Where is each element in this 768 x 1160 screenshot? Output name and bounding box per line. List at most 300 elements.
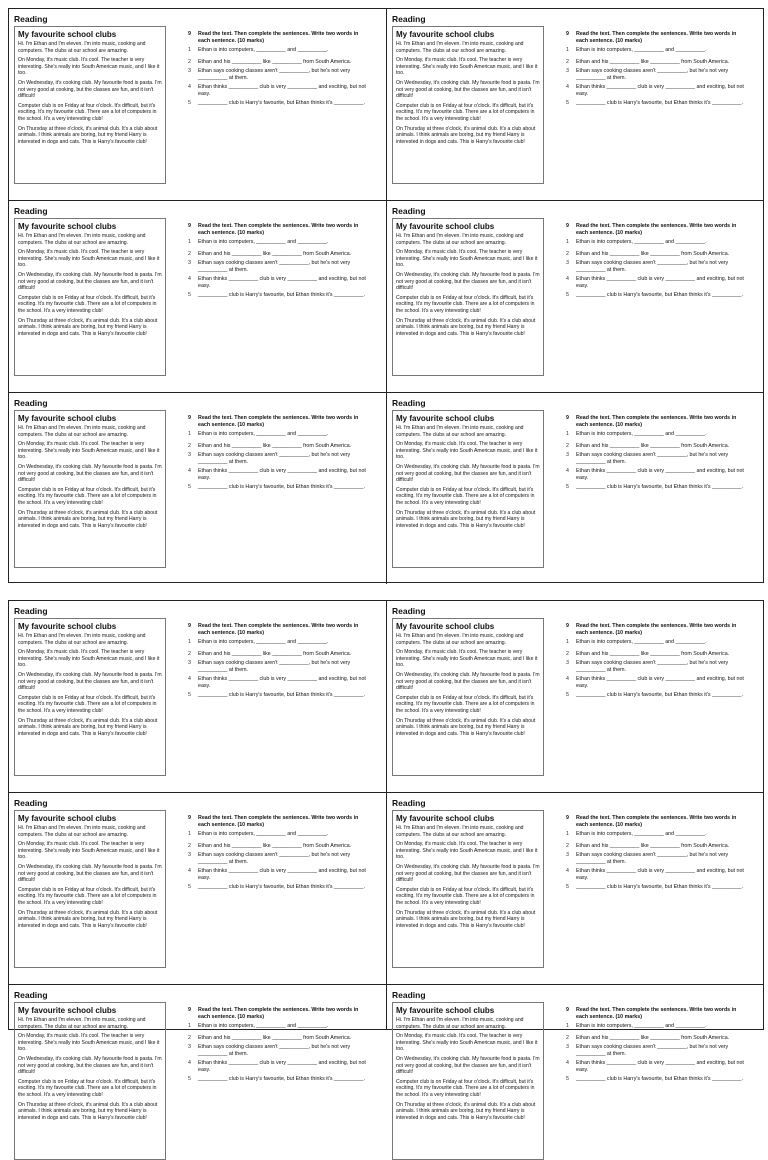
question-text: __________ club is Harry's favourite, but Ethan thinks it's __________.	[576, 884, 743, 891]
question-number: 3	[188, 260, 191, 267]
section-label: Reading	[392, 798, 426, 808]
question-number: 4	[566, 276, 569, 283]
reading-title: My favourite school clubs	[396, 30, 495, 39]
worksheet-row	[9, 984, 763, 1121]
question-number: 1	[188, 47, 191, 54]
section-label: Reading	[392, 606, 426, 616]
reading-paragraph: Hi. I'm Ethan and I'm eleven. I'm into music, cooking and computers. The clubs at our school are amazing.	[396, 233, 524, 246]
question-item	[188, 1023, 366, 1030]
worksheet-row	[9, 200, 763, 392]
reading-paragraph: On Thursday at three o'clock, it's animal club. It's a club about animals. I think animals are boring, but my friend Harry is interested in dogs and cats. This is Harry's favourite club!	[396, 1101, 536, 1121]
question-item	[566, 239, 744, 246]
reading-paragraph: On Wednesday, it's cooking club. My favourite food is pasta. I'm not very good at cooking, but the classes are fun, and it isn't difficult!	[396, 671, 540, 692]
question-item	[188, 1060, 366, 1073]
question-item	[188, 852, 366, 865]
question-number: 3	[566, 260, 569, 267]
question-text: Ethan thinks __________ club is very __________ and exciting, but not easy.	[198, 868, 366, 881]
question-number: 4	[566, 676, 569, 683]
question-text: Ethan says cooking classes aren't __________, but he's not very __________ at them.	[198, 68, 351, 81]
worksheet-cell	[9, 201, 386, 392]
question-text: __________ club is Harry's favourite, but Ethan thinks it's __________.	[198, 884, 365, 891]
reading-paragraph: On Wednesday, it's cooking club. My favourite food is pasta. I'm not very good at cooking, but the classes are fun, and it isn't difficult!	[18, 463, 162, 484]
question-number: 5	[566, 100, 569, 107]
reading-paragraph: On Monday, it's music club. It's cool. The teacher is very interesting. She's really into South American music, and I like it too.	[18, 441, 160, 461]
question-number: 1	[188, 831, 191, 838]
question-text: Ethan thinks __________ club is very __________ and exciting, but not easy.	[576, 676, 744, 689]
reading-title: My favourite school clubs	[18, 814, 117, 823]
exercise-header	[566, 815, 744, 828]
worksheet-sheet	[8, 600, 764, 1121]
question-item	[566, 1076, 744, 1083]
exercise-number: 9	[566, 223, 569, 229]
question-item	[188, 660, 366, 673]
cell-body	[392, 810, 758, 968]
cell-body	[392, 1002, 758, 1160]
question-item	[566, 431, 744, 438]
worksheet-cell	[9, 985, 386, 1121]
question-number: 5	[188, 692, 191, 699]
question-text: Ethan and his __________ like __________ from South America.	[576, 250, 730, 257]
question-number: 3	[188, 852, 191, 859]
reading-paragraph: On Thursday at three o'clock, it's animal club. It's a club about animals. I think animals are boring, but my friend Harry is interested in dogs and cats. This is Harry's favourite club!	[18, 509, 158, 529]
question-item	[188, 1076, 366, 1083]
question-number: 2	[188, 842, 191, 849]
reading-paragraph: Hi. I'm Ethan and I'm eleven. I'm into music, cooking and computers. The clubs at our school are amazing.	[18, 233, 146, 246]
cell-body	[14, 410, 381, 568]
section-label: Reading	[14, 990, 48, 1000]
reading-paragraph: Hi. I'm Ethan and I'm eleven. I'm into music, cooking and computers. The clubs at our school are amazing.	[396, 633, 524, 646]
exercise-block	[188, 218, 366, 376]
reading-paragraph: On Thursday at three o'clock, it's animal club. It's a club about animals. I think animals are boring, but my friend Harry is interested in dogs and cats. This is Harry's favourite club!	[18, 317, 158, 337]
question-number: 2	[566, 250, 569, 257]
question-text: Ethan thinks __________ club is very __________ and exciting, but not easy.	[576, 468, 744, 481]
worksheet-row	[9, 9, 763, 200]
question-number: 5	[188, 292, 191, 299]
question-item	[566, 884, 744, 891]
worksheet-row	[9, 601, 763, 792]
reading-paragraph: Computer club is on Friday at four o'clock. It's difficult, but it's exciting. It's my favourite club. There are a lot of computers in the school. It's a very interesting club!	[18, 1078, 157, 1098]
question-item	[188, 884, 366, 891]
question-item	[566, 651, 744, 658]
question-text: Ethan thinks __________ club is very __________ and exciting, but not easy.	[576, 276, 744, 289]
reading-paragraph: On Thursday at three o'clock, it's animal club. It's a club about animals. I think animals are boring, but my friend Harry is interested in dogs and cats. This is Harry's favourite club!	[396, 717, 536, 737]
question-number: 1	[188, 239, 191, 246]
question-text: Ethan is into computers, __________ and __________.	[198, 1023, 329, 1030]
reading-paragraph: Computer club is on Friday at four o'clock. It's difficult, but it's exciting. It's my favourite club. There are a lot of computers in the school. It's a very interesting club!	[18, 102, 157, 122]
exercise-header	[188, 31, 366, 44]
reading-paragraph: On Wednesday, it's cooking club. My favourite food is pasta. I'm not very good at cooking, but the classes are fun, and it isn't difficult!	[18, 863, 162, 884]
worksheet-cell	[386, 985, 763, 1121]
exercise-number: 9	[188, 815, 191, 821]
worksheet-cell	[386, 601, 763, 792]
question-item	[188, 292, 366, 299]
question-item	[566, 276, 744, 289]
question-number: 5	[566, 692, 569, 699]
question-item	[566, 468, 744, 481]
reading-paragraph: On Wednesday, it's cooking club. My favourite food is pasta. I'm not very good at cooking, but the classes are fun, and it isn't difficult!	[396, 863, 540, 884]
reading-paragraph: On Monday, it's music club. It's cool. The teacher is very interesting. She's really into South American music, and I like it too.	[18, 57, 160, 77]
reading-paragraph: Hi. I'm Ethan and I'm eleven. I'm into music, cooking and computers. The clubs at our school are amazing.	[18, 1017, 146, 1030]
question-text: __________ club is Harry's favourite, but Ethan thinks it's __________.	[576, 692, 743, 699]
exercise-header	[188, 815, 366, 828]
question-text: Ethan is into computers, __________ and __________.	[198, 239, 329, 246]
question-text: Ethan is into computers, __________ and __________.	[576, 831, 707, 838]
question-number: 5	[566, 292, 569, 299]
exercise-instruction: Read the text. Then complete the sentences. Write two words in each sentence. (10 marks)	[198, 223, 359, 236]
question-number: 2	[566, 58, 569, 65]
reading-paragraph: On Thursday at three o'clock, it's animal club. It's a club about animals. I think animals are boring, but my friend Harry is interested in dogs and cats. This is Harry's favourite club!	[396, 909, 536, 929]
question-text: Ethan and his __________ like __________ from South America.	[198, 442, 352, 449]
exercise-number: 9	[566, 31, 569, 37]
cell-body	[14, 1002, 381, 1160]
reading-paragraph: Computer club is on Friday at four o'clock. It's difficult, but it's exciting. It's my favourite club. There are a lot of computers in the school. It's a very interesting club!	[396, 694, 535, 714]
question-text: Ethan thinks __________ club is very __________ and exciting, but not easy.	[576, 84, 744, 97]
exercise-instruction: Read the text. Then complete the sentences. Write two words in each sentence. (10 marks)	[576, 223, 737, 236]
question-number: 1	[188, 1023, 191, 1030]
exercise-number: 9	[566, 815, 569, 821]
cell-body	[392, 26, 758, 184]
reading-paragraph: Hi. I'm Ethan and I'm eleven. I'm into music, cooking and computers. The clubs at our school are amazing.	[18, 41, 146, 54]
question-text: Ethan is into computers, __________ and __________.	[198, 831, 329, 838]
question-item	[188, 59, 366, 66]
question-number: 3	[188, 68, 191, 75]
reading-paragraph: On Monday, it's music club. It's cool. The teacher is very interesting. She's really into South American music, and I like it too.	[396, 649, 538, 669]
exercise-number: 9	[188, 623, 191, 629]
reading-paragraph: Computer club is on Friday at four o'clock. It's difficult, but it's exciting. It's my favourite club. There are a lot of computers in the school. It's a very interesting club!	[18, 294, 157, 314]
exercise-header	[566, 1007, 744, 1020]
question-item	[566, 852, 744, 865]
question-number: 1	[188, 431, 191, 438]
exercise-block	[566, 618, 744, 776]
question-text: __________ club is Harry's favourite, but Ethan thinks it's __________.	[198, 100, 365, 107]
reading-paragraph: Computer club is on Friday at four o'clock. It's difficult, but it's exciting. It's my favourite club. There are a lot of computers in the school. It's a very interesting club!	[396, 486, 535, 506]
exercise-block	[188, 618, 366, 776]
question-item	[566, 68, 744, 81]
question-number: 3	[566, 68, 569, 75]
section-label: Reading	[14, 14, 48, 24]
question-item	[188, 239, 366, 246]
exercise-instruction: Read the text. Then complete the sentences. Write two words in each sentence. (10 marks)	[198, 415, 359, 428]
question-text: Ethan is into computers, __________ and __________.	[198, 639, 329, 646]
question-number: 2	[566, 442, 569, 449]
section-label: Reading	[14, 606, 48, 616]
question-text: Ethan and his __________ like __________ from South America.	[576, 1034, 730, 1041]
question-item	[188, 1035, 366, 1042]
question-text: Ethan says cooking classes aren't __________, but he's not very __________ at them.	[198, 660, 351, 673]
exercise-block	[188, 26, 366, 184]
reading-text-box	[14, 810, 166, 968]
question-text: Ethan and his __________ like __________ from South America.	[576, 842, 730, 849]
question-item	[188, 431, 366, 438]
question-number: 2	[188, 442, 191, 449]
reading-paragraph: Computer club is on Friday at four o'clock. It's difficult, but it's exciting. It's my favourite club. There are a lot of computers in the school. It's a very interesting club!	[396, 294, 535, 314]
reading-title: My favourite school clubs	[18, 30, 117, 39]
reading-paragraph: On Monday, it's music club. It's cool. The teacher is very interesting. She's really into South American music, and I like it too.	[18, 249, 160, 269]
question-item	[566, 676, 744, 689]
question-text: Ethan and his __________ like __________ from South America.	[576, 650, 730, 657]
reading-text-box	[14, 1002, 166, 1160]
reading-paragraph: Hi. I'm Ethan and I'm eleven. I'm into music, cooking and computers. The clubs at our school are amazing.	[396, 425, 524, 438]
exercise-block	[566, 218, 744, 376]
question-number: 4	[188, 84, 191, 91]
reading-paragraph: Computer club is on Friday at four o'clock. It's difficult, but it's exciting. It's my favourite club. There are a lot of computers in the school. It's a very interesting club!	[18, 486, 157, 506]
question-item	[188, 47, 366, 54]
reading-paragraph: On Wednesday, it's cooking club. My favourite food is pasta. I'm not very good at cooking, but the classes are fun, and it isn't difficult!	[396, 463, 540, 484]
reading-paragraph: On Thursday at three o'clock, it's animal club. It's a club about animals. I think animals are boring, but my friend Harry is interested in dogs and cats. This is Harry's favourite club!	[396, 509, 536, 529]
question-text: Ethan and his __________ like __________ from South America.	[198, 1034, 352, 1041]
question-item	[566, 443, 744, 450]
exercise-instruction: Read the text. Then complete the sentences. Write two words in each sentence. (10 marks)	[198, 1007, 359, 1020]
worksheet-cell	[9, 393, 386, 584]
question-number: 4	[566, 1060, 569, 1067]
worksheet-cell	[9, 793, 386, 984]
question-number: 5	[188, 100, 191, 107]
reading-paragraph: On Monday, it's music club. It's cool. The teacher is very interesting. She's really into South American music, and I like it too.	[18, 649, 160, 669]
cell-body	[14, 618, 381, 776]
reading-paragraph: Computer club is on Friday at four o'clock. It's difficult, but it's exciting. It's my favourite club. There are a lot of computers in the school. It's a very interesting club!	[396, 886, 535, 906]
reading-title: My favourite school clubs	[396, 814, 495, 823]
question-text: __________ club is Harry's favourite, but Ethan thinks it's __________.	[576, 484, 743, 491]
question-number: 3	[188, 1044, 191, 1051]
reading-title: My favourite school clubs	[18, 622, 117, 631]
question-item	[566, 660, 744, 673]
question-text: __________ club is Harry's favourite, but Ethan thinks it's __________.	[198, 292, 365, 299]
section-label: Reading	[14, 798, 48, 808]
question-text: Ethan thinks __________ club is very __________ and exciting, but not easy.	[198, 1060, 366, 1073]
question-item	[188, 276, 366, 289]
question-item	[566, 692, 744, 699]
reading-title: My favourite school clubs	[396, 1006, 495, 1015]
question-number: 4	[566, 84, 569, 91]
reading-text-box	[14, 218, 166, 376]
question-item	[188, 84, 366, 97]
reading-paragraph: On Thursday at three o'clock, it's animal club. It's a club about animals. I think animals are boring, but my friend Harry is interested in dogs and cats. This is Harry's favourite club!	[396, 317, 536, 337]
question-item	[188, 452, 366, 465]
exercise-block	[566, 26, 744, 184]
reading-title: My favourite school clubs	[18, 1006, 117, 1015]
question-text: Ethan is into computers, __________ and __________.	[576, 1023, 707, 1030]
question-text: Ethan is into computers, __________ and __________.	[576, 239, 707, 246]
exercise-header	[566, 623, 744, 636]
worksheet-cell	[386, 793, 763, 984]
reading-title: My favourite school clubs	[396, 414, 495, 423]
exercise-block	[188, 410, 366, 568]
reading-paragraph: On Thursday at three o'clock, it's animal club. It's a club about animals. I think animals are boring, but my friend Harry is interested in dogs and cats. This is Harry's favourite club!	[18, 125, 158, 145]
question-item	[566, 831, 744, 838]
reading-text-box	[392, 218, 544, 376]
exercise-header	[188, 1007, 366, 1020]
question-item	[188, 868, 366, 881]
reading-paragraph: On Wednesday, it's cooking club. My favourite food is pasta. I'm not very good at cooking, but the classes are fun, and it isn't difficult!	[396, 271, 540, 292]
worksheet-cell	[386, 393, 763, 584]
question-text: Ethan is into computers, __________ and __________.	[198, 431, 329, 438]
question-item	[188, 831, 366, 838]
reading-paragraph: Hi. I'm Ethan and I'm eleven. I'm into music, cooking and computers. The clubs at our school are amazing.	[18, 633, 146, 646]
exercise-block	[566, 1002, 744, 1160]
exercise-instruction: Read the text. Then complete the sentences. Write two words in each sentence. (10 marks)	[576, 1007, 737, 1020]
reading-paragraph: On Monday, it's music club. It's cool. The teacher is very interesting. She's really into South American music, and I like it too.	[396, 441, 538, 461]
question-text: Ethan says cooking classes aren't __________, but he's not very __________ at them.	[576, 1044, 729, 1057]
question-item	[188, 676, 366, 689]
reading-paragraph: On Monday, it's music club. It's cool. The teacher is very interesting. She's really into South American music, and I like it too.	[18, 1033, 160, 1053]
question-item	[188, 1044, 366, 1057]
reading-paragraph: On Thursday at three o'clock, it's animal club. It's a club about animals. I think animals are boring, but my friend Harry is interested in dogs and cats. This is Harry's favourite club!	[18, 717, 158, 737]
question-item	[566, 100, 744, 107]
exercise-instruction: Read the text. Then complete the sentences. Write two words in each sentence. (10 marks)	[576, 31, 737, 44]
reading-text-box	[392, 810, 544, 968]
reading-paragraph: On Monday, it's music club. It's cool. The teacher is very interesting. She's really into South American music, and I like it too.	[396, 249, 538, 269]
question-number: 4	[188, 276, 191, 283]
reading-paragraph: On Monday, it's music club. It's cool. The teacher is very interesting. She's really into South American music, and I like it too.	[396, 57, 538, 77]
question-number: 1	[566, 639, 569, 646]
question-text: Ethan and his __________ like __________ from South America.	[576, 442, 730, 449]
question-text: Ethan and his __________ like __________ from South America.	[576, 58, 730, 65]
exercise-block	[188, 1002, 366, 1160]
exercise-header	[566, 223, 744, 236]
worksheet-cell	[386, 9, 763, 200]
reading-paragraph: Hi. I'm Ethan and I'm eleven. I'm into music, cooking and computers. The clubs at our school are amazing.	[396, 41, 524, 54]
cell-body	[14, 810, 381, 968]
question-number: 5	[188, 1076, 191, 1083]
reading-paragraph: On Thursday at three o'clock, it's animal club. It's a club about animals. I think animals are boring, but my friend Harry is interested in dogs and cats. This is Harry's favourite club!	[18, 1101, 158, 1121]
question-number: 1	[566, 431, 569, 438]
reading-text-box	[14, 618, 166, 776]
reading-title: My favourite school clubs	[396, 622, 495, 631]
exercise-instruction: Read the text. Then complete the sentences. Write two words in each sentence. (10 marks)	[198, 623, 359, 636]
question-item	[188, 251, 366, 258]
exercise-number: 9	[188, 223, 191, 229]
reading-paragraph: On Wednesday, it's cooking club. My favourite food is pasta. I'm not very good at cooking, but the classes are fun, and it isn't difficult!	[396, 79, 540, 100]
reading-paragraph: Hi. I'm Ethan and I'm eleven. I'm into music, cooking and computers. The clubs at our school are amazing.	[396, 1017, 524, 1030]
worksheet-row	[9, 392, 763, 584]
reading-paragraph: On Monday, it's music club. It's cool. The teacher is very interesting. She's really into South American music, and I like it too.	[18, 841, 160, 861]
question-text: Ethan thinks __________ club is very __________ and exciting, but not easy.	[198, 468, 366, 481]
question-text: Ethan is into computers, __________ and __________.	[576, 639, 707, 646]
question-number: 1	[566, 47, 569, 54]
question-text: Ethan says cooking classes aren't __________, but he's not very __________ at them.	[198, 452, 351, 465]
reading-paragraph: Computer club is on Friday at four o'clock. It's difficult, but it's exciting. It's my favourite club. There are a lot of computers in the school. It's a very interesting club!	[18, 886, 157, 906]
reading-paragraph: Hi. I'm Ethan and I'm eleven. I'm into music, cooking and computers. The clubs at our school are amazing.	[18, 825, 146, 838]
question-item	[566, 639, 744, 646]
question-item	[566, 484, 744, 491]
question-number: 4	[566, 468, 569, 475]
question-item	[566, 251, 744, 258]
reading-paragraph: Computer club is on Friday at four o'clock. It's difficult, but it's exciting. It's my favourite club. There are a lot of computers in the school. It's a very interesting club!	[18, 694, 157, 714]
exercise-header	[566, 415, 744, 428]
reading-paragraph: On Wednesday, it's cooking club. My favourite food is pasta. I'm not very good at cooking, but the classes are fun, and it isn't difficult!	[18, 1055, 162, 1076]
exercise-number: 9	[566, 415, 569, 421]
reading-text-box	[14, 26, 166, 184]
question-number: 4	[188, 1060, 191, 1067]
cell-body	[392, 618, 758, 776]
question-text: Ethan and his __________ like __________ from South America.	[198, 650, 352, 657]
question-text: Ethan and his __________ like __________ from South America.	[198, 250, 352, 257]
question-text: __________ club is Harry's favourite, but Ethan thinks it's __________.	[576, 1076, 743, 1083]
question-text: __________ club is Harry's favourite, but Ethan thinks it's __________.	[198, 692, 365, 699]
exercise-instruction: Read the text. Then complete the sentences. Write two words in each sentence. (10 marks)	[576, 415, 737, 428]
question-item	[188, 843, 366, 850]
question-item	[566, 1035, 744, 1042]
question-number: 5	[566, 1076, 569, 1083]
question-number: 5	[566, 884, 569, 891]
reading-paragraph: On Wednesday, it's cooking club. My favourite food is pasta. I'm not very good at cooking, but the classes are fun, and it isn't difficult!	[18, 79, 162, 100]
question-item	[566, 1023, 744, 1030]
question-text: Ethan says cooking classes aren't __________, but he's not very __________ at them.	[576, 852, 729, 865]
reading-paragraph: On Monday, it's music club. It's cool. The teacher is very interesting. She's really into South American music, and I like it too.	[396, 1033, 538, 1053]
exercise-header	[188, 415, 366, 428]
exercise-header	[188, 623, 366, 636]
section-label: Reading	[392, 990, 426, 1000]
question-number: 3	[566, 452, 569, 459]
question-number: 2	[566, 1034, 569, 1041]
exercise-number: 9	[188, 415, 191, 421]
cell-body	[14, 218, 381, 376]
exercise-header	[188, 223, 366, 236]
exercise-block	[566, 410, 744, 568]
question-text: Ethan is into computers, __________ and __________.	[576, 47, 707, 54]
question-number: 2	[188, 58, 191, 65]
reading-paragraph: On Thursday at three o'clock, it's animal club. It's a club about animals. I think animals are boring, but my friend Harry is interested in dogs and cats. This is Harry's favourite club!	[396, 125, 536, 145]
reading-paragraph: Hi. I'm Ethan and I'm eleven. I'm into music, cooking and computers. The clubs at our school are amazing.	[396, 825, 524, 838]
question-item	[566, 47, 744, 54]
question-item	[566, 868, 744, 881]
question-text: Ethan says cooking classes aren't __________, but he's not very __________ at them.	[198, 852, 351, 865]
worksheet-row	[9, 792, 763, 984]
question-text: Ethan is into computers, __________ and __________.	[576, 431, 707, 438]
exercise-instruction: Read the text. Then complete the sentences. Write two words in each sentence. (10 marks)	[576, 815, 737, 828]
question-item	[566, 452, 744, 465]
question-number: 1	[566, 239, 569, 246]
reading-paragraph: On Monday, it's music club. It's cool. The teacher is very interesting. She's really into South American music, and I like it too.	[396, 841, 538, 861]
question-item	[188, 100, 366, 107]
section-label: Reading	[14, 206, 48, 216]
question-number: 3	[566, 660, 569, 667]
question-item	[188, 443, 366, 450]
question-text: Ethan thinks __________ club is very __________ and exciting, but not easy.	[198, 84, 366, 97]
question-number: 2	[188, 250, 191, 257]
question-text: Ethan and his __________ like __________ from South America.	[198, 842, 352, 849]
exercise-block	[188, 810, 366, 968]
section-label: Reading	[14, 398, 48, 408]
exercise-number: 9	[188, 31, 191, 37]
question-text: Ethan says cooking classes aren't __________, but he's not very __________ at them.	[576, 452, 729, 465]
question-number: 1	[188, 639, 191, 646]
question-number: 5	[188, 484, 191, 491]
question-number: 1	[566, 1023, 569, 1030]
reading-paragraph: On Wednesday, it's cooking club. My favourite food is pasta. I'm not very good at cooking, but the classes are fun, and it isn't difficult!	[18, 671, 162, 692]
question-text: Ethan thinks __________ club is very __________ and exciting, but not easy.	[576, 1060, 744, 1073]
question-item	[188, 484, 366, 491]
exercise-number: 9	[566, 1007, 569, 1013]
question-item	[566, 292, 744, 299]
reading-text-box	[392, 410, 544, 568]
question-number: 1	[566, 831, 569, 838]
question-item	[188, 639, 366, 646]
question-item	[188, 68, 366, 81]
reading-text-box	[392, 618, 544, 776]
question-number: 3	[188, 452, 191, 459]
reading-text-box	[14, 410, 166, 568]
question-text: __________ club is Harry's favourite, but Ethan thinks it's __________.	[198, 484, 365, 491]
question-text: Ethan says cooking classes aren't __________, but he's not very __________ at them.	[198, 260, 351, 273]
reading-text-box	[392, 1002, 544, 1160]
question-number: 2	[188, 1034, 191, 1041]
question-text: Ethan thinks __________ club is very __________ and exciting, but not easy.	[198, 276, 366, 289]
question-item	[566, 260, 744, 273]
cell-body	[392, 410, 758, 568]
question-item	[566, 843, 744, 850]
question-number: 2	[188, 650, 191, 657]
